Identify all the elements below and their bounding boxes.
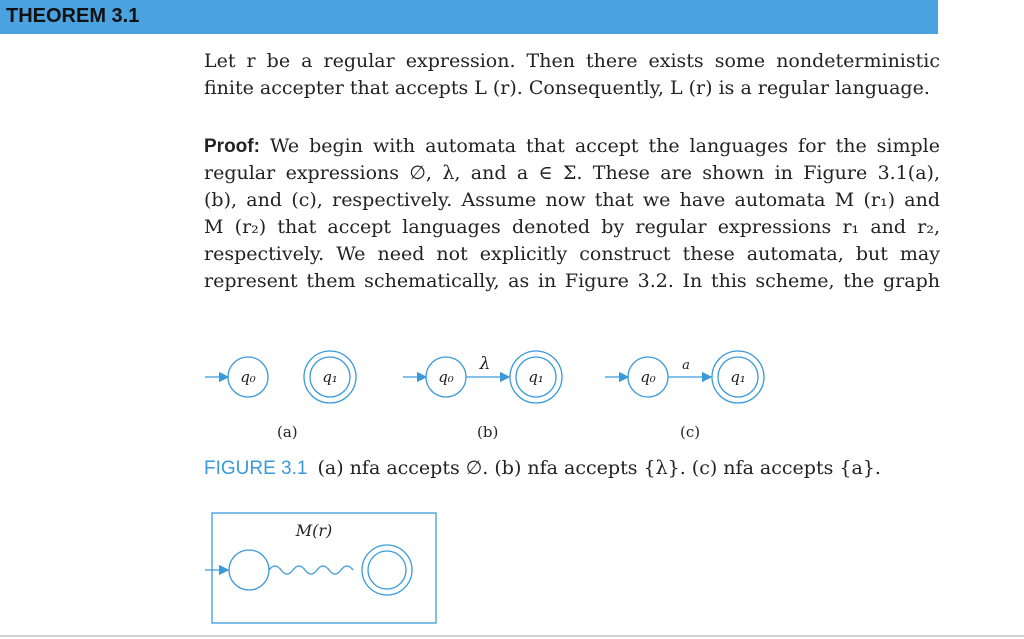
- state-label-q1: q₁: [528, 368, 544, 386]
- figure-caption: [204, 457, 881, 480]
- proof-line: respectively. We need not explicitly construct these automata, but may: [204, 243, 940, 265]
- state-label-q1: q₁: [730, 368, 746, 386]
- statement-line: finite accepter that accepts L (r). Consequently, L (r) is a regular language.: [204, 77, 930, 99]
- theorem-title: THEOREM 3.1: [6, 5, 140, 27]
- sublabel-c: (c): [680, 423, 701, 441]
- machine-label: M(r): [295, 521, 333, 540]
- sublabel-b: (b): [477, 423, 499, 441]
- final-state-inner: [368, 551, 406, 589]
- proof-line: regular expressions ∅, λ, and a ∈ Σ. These are shown in Figure 3.1(a),: [204, 162, 940, 184]
- statement-line: Let r be a regular expression. Then there exists some nondeterministic: [204, 50, 940, 72]
- edge-label-lambda: λ: [479, 354, 491, 374]
- final-state-outer: [362, 545, 412, 595]
- state-label-q0: q₀: [640, 368, 656, 386]
- edge-label-a: a: [682, 358, 690, 373]
- initial-state: [229, 550, 269, 590]
- state-label-q1: q₁: [322, 368, 338, 386]
- proof-line: M (r₂) that accept languages denoted by regular expressions r₁ and r₂,: [204, 216, 940, 238]
- state-label-q0: q₀: [438, 368, 454, 386]
- state-label-q0: q₀: [240, 368, 256, 386]
- wavy-path: [269, 566, 353, 574]
- caption-text: (a) nfa accepts ∅. (b) nfa accepts {λ}. (c) nfa accepts {a}.: [317, 457, 881, 479]
- sublabel-a: (a): [277, 423, 298, 441]
- proof-line: We begin with automata that accept the languages for the simple: [269, 135, 940, 157]
- bottom-divider: [0, 635, 1024, 637]
- figure-label: FIGURE 3.1: [204, 458, 308, 479]
- proof-label: Proof:: [204, 136, 260, 157]
- proof-line: represent them schematically, as in Figure 3.2. In this scheme, the graph: [204, 270, 940, 292]
- proof-line: (b), and (c), respectively. Assume now that we have automata M (r₁) and: [204, 189, 940, 211]
